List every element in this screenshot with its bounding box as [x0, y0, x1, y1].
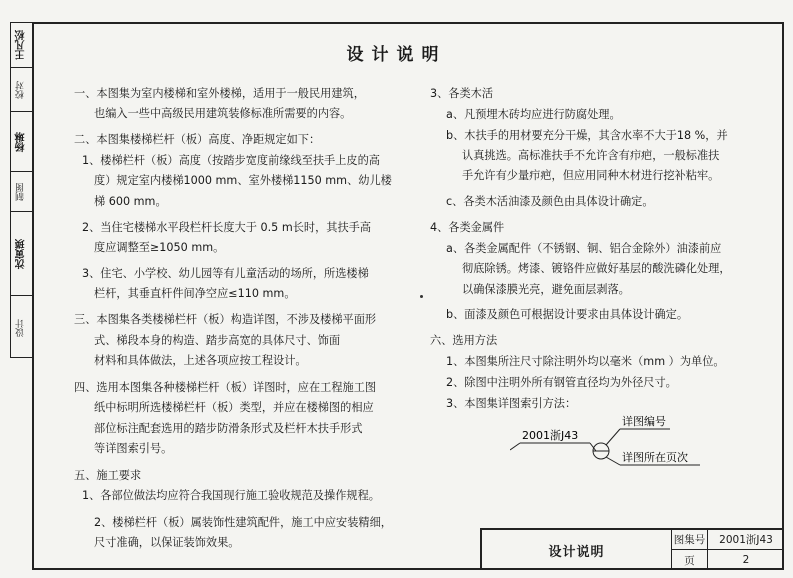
text-line: 度应调整至≥1050 mm。 [94, 241, 225, 254]
text-line: 3、住宅、小学校、幼儿园等有儿童活动的场所，所选楼梯 [82, 267, 369, 280]
text-line: 部位标注配套选用的踏步防滑条形式及栏杆木扶手形式 [94, 422, 363, 435]
text-line: 手允许有少量疖疤，但应用同种木材进行挖补粘牢。 [462, 169, 720, 182]
text-line: 度）规定室内楼梯1000 mm、室外楼梯1150 mm、幼儿楼 [94, 174, 392, 187]
title-block [480, 528, 784, 570]
text-line: 纸中标明所选楼梯栏杆（板）类型，并应在楼梯图的相应 [94, 401, 374, 414]
signature-role-label: 设计 [16, 318, 26, 337]
page-title: 设计说明 [346, 45, 447, 65]
text-line: 以确保漆膜光亮，避免面层剥落。 [462, 283, 630, 296]
atlas-code-label: 2001浙J43 [522, 429, 579, 442]
text-line: 4、各类金属件 [430, 221, 505, 234]
text-line: 3、各类木活 [430, 87, 494, 100]
page-label: 页 [672, 550, 708, 570]
stray-mark [420, 295, 423, 298]
text-line: 1、本图集所注尺寸除注明外均以毫米（mm ）为单位。 [446, 355, 725, 368]
text-line: 式、梯段本身的构造、踏步高宽的具体尺寸、饰面 [94, 334, 341, 347]
text-line: b、木扶手的用材要充分干燥，其含水率不大于18 %，并 [446, 129, 728, 142]
text-line: 二、本图集楼梯栏杆（板）高度、净距规定如下： [74, 133, 321, 146]
atlas-number-label: 图集号 [672, 530, 708, 550]
title-block-name: 设计说明 [482, 530, 672, 570]
page-leader [606, 457, 620, 465]
text-line: 2、除图中注明外所有钢管直径均为外径尺寸。 [446, 376, 677, 389]
text-line: 2、楼梯栏杆（板）属装饰性建筑配件，施工中应安装精细， [94, 516, 392, 529]
text-line: 五、施工要求 [74, 469, 142, 482]
text-line: 1、楼梯栏杆（板）高度（按踏步宽度前缘线至扶手上皮的高 [82, 154, 380, 167]
signature-cell [11, 211, 32, 295]
leader-tick [510, 443, 520, 450]
text-line: 一、本图集为室内楼梯和室外楼梯，适用于一般民用建筑， [74, 87, 365, 100]
detail-number-label: 详图编号 [622, 415, 666, 428]
page-value: 2 [742, 554, 750, 566]
text-line: 六、选用方法 [430, 334, 498, 347]
text-line: 栏杆，其垂直杆件间净空应≤110 mm。 [94, 287, 296, 300]
text-line: 三、本图集各类楼梯栏杆（板）构造详图，不涉及楼梯平面形 [74, 313, 377, 326]
text-line: 彻底除锈。烤漆、镀铬件应做好基层的酸洗磷化处理， [462, 262, 731, 275]
signature-text: 沈寅瑛 [15, 238, 27, 269]
signature-role-label: 制图 [16, 182, 26, 201]
text-line: 四、选用本图集各种楼梯栏杆（板）详图时，应在工程施工图 [74, 381, 377, 394]
text-line: b、面漆及颜色可根据设计要求由具体设计确定。 [446, 308, 689, 321]
text-line: 材料和具体做法，上述各项应按工程设计。 [94, 354, 307, 367]
signature-cell [11, 295, 32, 359]
signature-cell [11, 67, 32, 111]
text-line: 2、当住宅楼梯水平段栏杆长度大于 0.5 m长时，其扶手高 [82, 221, 372, 234]
index-diagram [510, 415, 740, 475]
signature-text: 杨琳 [15, 131, 27, 152]
signature-role-label: 校对 [16, 80, 26, 99]
signature-cell [11, 111, 32, 171]
text-line: a、各类金属配件（不锈钢、铜、铝合金除外）油漆前应 [446, 242, 722, 255]
detail-page-label: 详图所在页次 [622, 451, 688, 464]
text-line: 尺寸准确，以保证装饰效果。 [94, 536, 240, 549]
text-line: 1、各部位做法均应符合我国现行施工验收规范及操作规程。 [82, 489, 380, 502]
signature-text: 王凡松 [15, 30, 27, 60]
signature-cell [11, 171, 32, 211]
text-line: 3、本图集详图索引方法： [446, 397, 577, 410]
text-line: c、各类木活油漆及颜色由具体设计确定。 [446, 195, 654, 208]
text-line: a、凡预埋木砖均应进行防腐处理。 [446, 108, 621, 121]
detail-leader [606, 429, 620, 445]
text-line: 梯 600 mm。 [94, 195, 167, 208]
signature-panel [10, 22, 32, 358]
text-line: 认真挑选。高标准扶手不允许含有疖疤，一般标准扶 [462, 149, 720, 162]
atlas-number-value: 2001浙J43 [708, 530, 784, 550]
text-line: 也编入一些中高级民用建筑装修标准所需要的内容。 [94, 107, 352, 120]
text-line: 等详图索引号。 [94, 442, 173, 455]
